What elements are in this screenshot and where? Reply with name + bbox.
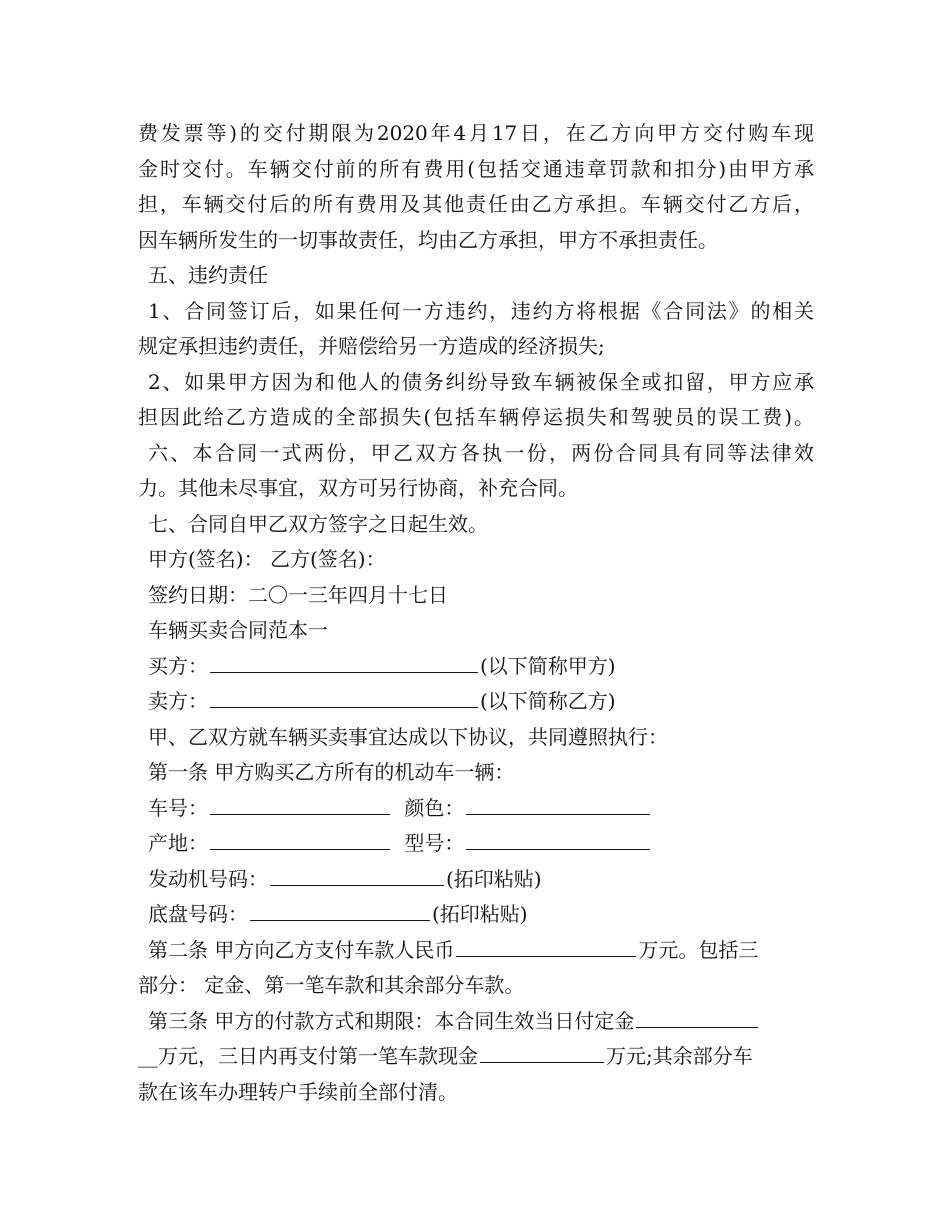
- buyer-suffix: (以下简称甲方): [480, 653, 616, 678]
- color-field[interactable]: [466, 792, 650, 815]
- agreement-line: 甲、乙双方就车辆买卖事宜达成以下协议，共同遵照执行：: [148, 724, 668, 749]
- price-field[interactable]: [456, 934, 636, 957]
- chassis-label: 底盘号码：: [148, 902, 248, 926]
- article-3-text-3: 万元;其余部分车: [606, 1044, 753, 1068]
- contract-page: [138, 116, 814, 1110]
- paragraph-line: 七、合同自甲乙双方签字之日起生效。: [148, 511, 488, 536]
- paragraph-line: 费发票等)的交付期限为2020年4月17日，在乙方向甲方交付购车现: [138, 121, 814, 145]
- article-1: 第一条 甲方购买乙方所有的机动车一辆：: [148, 760, 515, 784]
- paragraph-line: 2、如果甲方因为和他人的债务纠纷导致车辆被保全或扣留，甲方应承: [148, 369, 814, 394]
- plate-label: 车号：: [148, 795, 208, 820]
- paragraph-line: 六、本合同一式两份，甲乙双方各执一份，两份合同具有同等法律效: [148, 440, 814, 465]
- paragraph-line: 力。其他未尽事宜，双方可另行协商，补充合同。: [138, 476, 578, 500]
- seller-label: 卖方：: [148, 689, 208, 713]
- article-2-unit: 万元。包括三: [638, 937, 759, 962]
- paragraph-line: 1、合同签订后，如果任何一方违约，违约方将根据《合同法》的相关: [148, 298, 814, 323]
- paragraph-line: 担因此给乙方造成的全部损失(包括车辆停运损失和驾驶员的误工费)。: [138, 405, 814, 429]
- paragraph-line: 因车辆所发生的一切事故责任，均由乙方承担，甲方不承担责任。: [138, 227, 718, 252]
- paragraph-line: 规定承担违约责任，并赔偿给另一方造成的经济损失;: [138, 334, 605, 358]
- first-payment-field[interactable]: [480, 1040, 604, 1063]
- plate-number-field[interactable]: [210, 792, 390, 815]
- engine-line: [138, 862, 814, 898]
- origin-label: 产地：: [148, 831, 208, 855]
- signature-line: 甲方(签名)： 乙方(签名)：: [148, 547, 386, 571]
- chassis-suffix: (拓印粘贴): [432, 902, 528, 926]
- article-3-text-2: __万元，三日内再支付第一笔车款现金: [138, 1044, 478, 1068]
- model-label: 型号：: [404, 831, 465, 855]
- origin-field[interactable]: [210, 827, 390, 850]
- article-3-text: 第三条 甲方的付款方式和期限：本合同生效当日付定金: [148, 1008, 635, 1033]
- origin-model-line: [138, 826, 814, 862]
- signing-date: 签约日期：二〇一三年四月十七日: [148, 582, 448, 607]
- color-label: 颜色：: [404, 795, 465, 820]
- seller-name-field[interactable]: [210, 685, 478, 708]
- deposit-field[interactable]: [636, 1005, 758, 1028]
- article-2-text: 第二条 甲方向乙方支付车款人民币: [148, 937, 455, 962]
- article-2-line-2: 部分： 定金、第一笔车款和其余部分车款。: [138, 973, 525, 997]
- chassis-number-field[interactable]: [250, 898, 430, 921]
- engine-suffix: (拓印粘贴): [446, 866, 542, 891]
- contract-title: 车辆买卖合同范本一: [148, 618, 328, 642]
- chassis-line: [138, 897, 814, 933]
- article-2-line-1: [138, 933, 814, 969]
- model-field[interactable]: [466, 827, 650, 850]
- engine-number-field[interactable]: [270, 863, 444, 886]
- article-3-line-3: 款在该车办理转户手续前全部付清。: [138, 1079, 458, 1104]
- article-3-line-2: [138, 1039, 814, 1075]
- seller-suffix: (以下简称乙方): [480, 689, 616, 713]
- section-heading-breach: 五、违约责任: [148, 263, 268, 287]
- seller-line: [138, 684, 814, 720]
- buyer-line: [138, 649, 814, 685]
- paragraph-line: 金时交付。车辆交付前的所有费用(包括交通违章罚款和扣分)由甲方承: [138, 156, 814, 181]
- buyer-label: 买方：: [148, 653, 208, 678]
- plate-color-line: [138, 791, 814, 827]
- article-3-line-1: [138, 1004, 814, 1040]
- paragraph-line: 担，车辆交付后的所有费用及其他责任由乙方承担。车辆交付乙方后，: [138, 192, 814, 216]
- buyer-name-field[interactable]: [210, 650, 478, 673]
- engine-label: 发动机号码：: [148, 866, 268, 891]
